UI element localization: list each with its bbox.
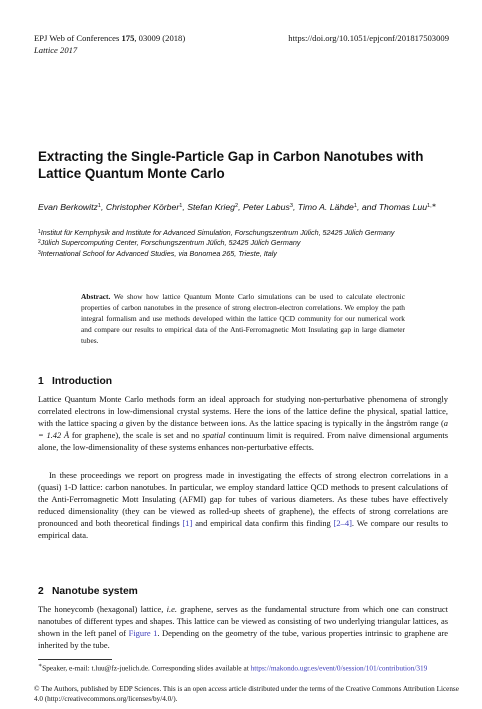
text-run: In these proceedings we report on progress made in investigating the effects of strong electron correlations in a (quasi) 1-D lattice: carbon nanotubes. In particular, we employ standard lattice QCD methods to present calculations of the Anti-Ferromagnetic Mott Insulating (AFMI) gap for tubes of various diameters. As these tubes have effectively reduced dimensionality (they can be viewed as rolled-up sheets of graphene), the effects of strong correlations are pronounced and both theoretical findings xyxy=(38,470,448,529)
affiliation-item xyxy=(38,249,448,259)
section-title: Nanotube system xyxy=(52,586,138,597)
citation-link[interactable]: [1] xyxy=(182,518,193,529)
affiliation-number: 2 xyxy=(38,239,41,246)
author-affiliation-mark: 1 xyxy=(179,203,183,209)
section-title: Introduction xyxy=(52,376,113,387)
footnote-text: Speaker, e-mail: t.luu@fz-juelich.de. Corresponding slides available at xyxy=(42,663,251,673)
text-run: . Depending on the geometry of the tube, various properties intrinsic to graphene are inherited by the tube. xyxy=(38,628,448,651)
text-run: . We compare our results to empirical data. xyxy=(38,518,448,541)
intro-paragraph-1 xyxy=(38,393,448,453)
text-run: given by the distance between ions. As the lattice spacing is typically in the ångström range ( xyxy=(123,418,444,429)
affiliation-item xyxy=(38,228,448,238)
text-run: graphene, serves as the fundamental structure from which one can construct nanotubes of different types and shapes. This lattice can be viewed as consisting of two underlying triangular lattices, as shown in the left panel of xyxy=(38,604,449,639)
running-header-left xyxy=(34,33,185,56)
section-heading-introduction xyxy=(38,376,112,387)
author-separator: , xyxy=(182,202,188,212)
text-run: Lattice Quantum Monte Carlo methods form an ideal approach for studying non-perturbative phenomena of strongly correlated electrons in low-dimensional crystal systems. Here the ions of the lattice define the physical, spatial lattice, with the lattice spacing xyxy=(38,394,448,429)
figure-link[interactable]: Figure 1 xyxy=(128,628,158,639)
author-name: Timo A. Lähde xyxy=(297,202,354,212)
abstract-label: Abstract. xyxy=(81,292,111,301)
math-variable: a xyxy=(119,418,124,429)
affiliation-text: International School for Advanced Studies, via Bonomea 265, Trieste, Italy xyxy=(40,248,277,258)
footnote-divider xyxy=(38,659,112,660)
paper-title: Extracting the Single-Particle Gap in Carbon Nanotubes with Lattice Quantum Monte Carlo xyxy=(38,149,424,181)
intro-paragraph-2 xyxy=(38,469,448,542)
author-separator: , and xyxy=(357,202,379,212)
affiliation-item xyxy=(38,238,448,248)
affiliation-number: 3 xyxy=(38,249,41,256)
citation-link[interactable]: [2–4] xyxy=(333,518,352,529)
author-name: Christopher Körber xyxy=(105,202,180,212)
author-affiliation-mark: 1 xyxy=(97,203,101,209)
volume-number: 175 xyxy=(121,33,135,43)
footnote xyxy=(38,661,458,674)
slides-link[interactable]: https://makondo.ugr.es/event/0/session/101/contribution/319 xyxy=(250,663,428,673)
affiliation-text: Institut für Kernphysik and Institute for Advanced Simulation, Forschungszentrum Jülich, 52425 Jülich Germany xyxy=(40,228,395,237)
author-affiliation-mark: 2 xyxy=(235,203,239,209)
event-name: Lattice 2017 xyxy=(34,44,78,55)
author-separator: , xyxy=(238,202,243,212)
text-run: continuum limit is required. From naïve dimensional arguments alone, the low-dimensionality of these systems enhances non-perturbative effects. xyxy=(38,430,448,453)
affiliation-text: Jülich Supercomputing Center, Forschungszentrum Jülich, 52425 Jülich Germany xyxy=(40,238,301,248)
author-name: Stefan Krieg xyxy=(187,202,235,212)
author-name: Peter Labus xyxy=(242,202,290,212)
emphasis: i.e. xyxy=(166,604,177,614)
abstract xyxy=(81,292,405,347)
author-separator: , xyxy=(292,202,298,212)
doi-link[interactable]: https://doi.org/10.1051/epjconf/201817503009 xyxy=(288,33,449,43)
footnote-mark: ∗ xyxy=(38,663,43,669)
author-name: Evan Berkowitz xyxy=(38,202,98,212)
emphasis: spatial xyxy=(202,430,226,441)
text-run: The honeycomb (hexagonal) lattice, xyxy=(38,604,167,614)
author-separator: , xyxy=(101,202,106,212)
article-number: , 03009 (2018) xyxy=(134,33,186,43)
nanotube-paragraph-1 xyxy=(38,603,448,651)
author-affiliation-mark: 3 xyxy=(289,203,293,209)
affiliation-number: 1 xyxy=(38,229,41,235)
author-name: Thomas Luu xyxy=(378,202,428,212)
section-number: 2 xyxy=(38,586,44,597)
section-number: 1 xyxy=(38,376,44,387)
conference-name: EPJ Web of Conferences xyxy=(34,33,120,43)
section-heading-nanotube-system xyxy=(38,586,138,597)
text-run: and empirical data confirm this finding xyxy=(192,518,334,529)
author-list xyxy=(38,201,448,213)
affiliation-list xyxy=(38,228,448,259)
text-run: for graphene), the scale is set and no xyxy=(69,430,203,441)
author-affiliation-mark: 1 xyxy=(353,203,357,209)
author-affiliation-mark: 1,∗ xyxy=(427,203,437,209)
abstract-text: We show how lattice Quantum Monte Carlo simulations can be used to calculate electronic properties of carbon nanotubes in the presence of strong electron-electron correlations. We employ the path integral formalism and use methods developed within the lattice QCD community for our numerical work and compare our results to empirical data of the Anti-Ferromagnetic Mott Insulating gap in large diameter tubes. xyxy=(81,292,405,345)
license-notice: © The Authors, published by EDP Sciences. This is an open access article distributed under the terms of the Creative Commons Attribution License 4.0 (http://creativecommons.org/licenses/by/4.0/). xyxy=(34,685,459,703)
math-equation: a = 1.42 Å xyxy=(38,418,448,441)
